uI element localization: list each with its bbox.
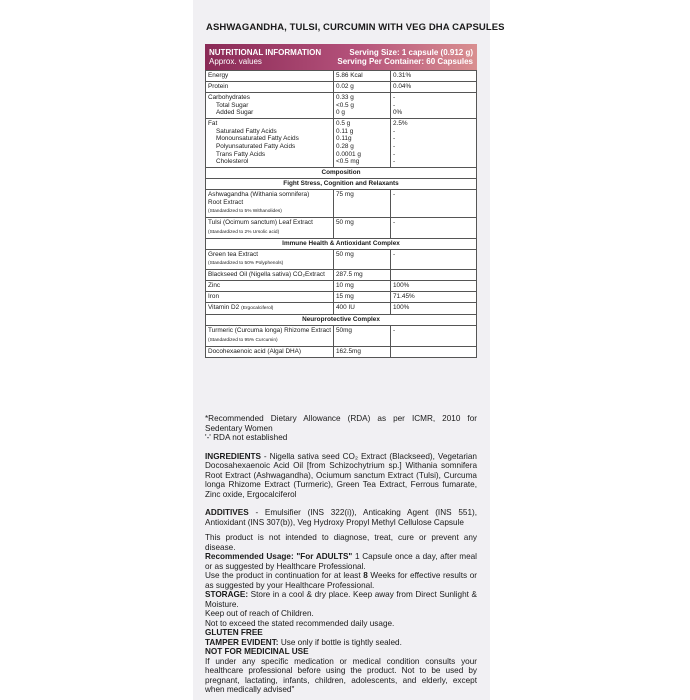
ingredients-text: - Nigella sativa seed CO₂ Extract (Blackseed), Vegetarian Docosahexaenoic Acid Oil [from Schizochytrium sp.] Withania somnifera Root Extract (Ashwagandha), Ociumum sanctum Extract (Tulsi), Curcuma longa Rhizome Extract (Turmeric), Green Tea Extract, Ferrous fumarate, Zinc oxide, Ergocalciferol: [205, 451, 477, 499]
serving-per-container: Serving Per Container: 60 Capsules: [337, 57, 473, 66]
nutrient-rda: [391, 189, 477, 217]
table-row: [206, 303, 477, 315]
amount-value: 75 mg: [336, 191, 354, 199]
amount-value: 0 g: [336, 109, 345, 117]
amount-value: 5.86 Kcal: [336, 72, 363, 80]
table-row: [206, 292, 477, 303]
nutrient-amount: [334, 303, 391, 315]
gluten-free-text: GLUTEN FREE: [205, 628, 263, 637]
nutrient-name: [206, 249, 334, 270]
nutrient-amount: [334, 189, 391, 217]
table-row: [206, 92, 477, 118]
amount-value: 0.11g: [336, 135, 352, 143]
section-heading: Neuroprotective Complex: [206, 315, 477, 326]
table-section-row: [206, 238, 477, 249]
table-row: [206, 326, 477, 347]
rda-value: -: [393, 101, 396, 109]
amount-value: 50mg: [336, 327, 352, 335]
nutrient-name: [206, 346, 334, 357]
nutrient-rda: [391, 71, 477, 82]
rda-value: -: [393, 127, 396, 135]
ingredients: [205, 452, 477, 500]
storage-label: STORAGE:: [205, 590, 249, 599]
amount-value: 50 mg: [336, 250, 354, 258]
nutrient-line: Monounsaturated Fatty Acids: [216, 135, 299, 143]
children-warning: Keep out of reach of Children.: [205, 609, 314, 618]
nutrient-rda: [391, 81, 477, 92]
nutrient-name: [206, 303, 334, 315]
nutrient-line: Added Sugar: [216, 109, 254, 117]
table-row: [206, 346, 477, 357]
rda-value: -: [393, 191, 396, 199]
amount-value: 162.5mg: [336, 347, 361, 355]
rda-value: 0.04%: [393, 83, 412, 91]
amount-value: 0.33 g: [336, 94, 354, 102]
nutrient-rda: [391, 281, 477, 292]
storage: [205, 590, 477, 609]
rda-value: -: [393, 94, 396, 102]
nutrient-rda: [391, 326, 477, 347]
amount-value: 10 mg: [336, 282, 354, 290]
rda-value: -: [393, 327, 396, 335]
nutrient-amount: [334, 346, 391, 357]
nutrient-note: (Standardized to 2% Ursolic acid): [208, 229, 280, 235]
nutrient-line: Protein: [208, 83, 229, 91]
nutrient-rda: [391, 92, 477, 118]
nutrient-name: [206, 270, 334, 281]
product-title: ASHWAGANDHA, TULSI, CURCUMIN WITH VEG DHA CAPSULES: [206, 22, 505, 33]
nutrient-name: [206, 281, 334, 292]
continuation-c: Weeks for effective results or as suggested by your Healthcare Professional.: [205, 571, 477, 590]
amount-value: 287.5 mg: [336, 271, 363, 279]
table-row: [206, 270, 477, 281]
nutrition-title: NUTRITIONAL INFORMATION: [209, 47, 322, 57]
nutrient-line: Iron: [208, 293, 220, 301]
tamper-text: Use only if bottle is tightly sealed.: [278, 637, 402, 647]
nutrient-line: Carbohydrates: [208, 94, 250, 102]
nutrient-rda: [391, 303, 477, 315]
nutrient-amount: [334, 292, 391, 303]
rda-value: -: [393, 219, 396, 227]
table-row: [206, 189, 477, 217]
nutrition-header: [205, 44, 477, 70]
nutrient-rda: [391, 292, 477, 303]
not-medicinal: [205, 647, 477, 657]
nutrient-note: (Standardized to 50% Polyphenols): [208, 261, 284, 267]
nutrient-line: Docohexaenoic acid (Algal DHA): [208, 347, 302, 355]
nutrient-rda: [391, 270, 477, 281]
nutrient-name: [206, 71, 334, 82]
section-heading: Fight Stress, Cognition and Relaxants: [206, 179, 477, 190]
nutrient-name: [206, 218, 334, 239]
nutrient-amount: [334, 119, 391, 168]
nutrition-table: [205, 70, 477, 358]
nutrient-line: Blackseed Oil (Nigella sativa) CO₂Extract: [208, 271, 325, 279]
label-text: [205, 414, 477, 695]
nutrient-inline-note: (Ergocalciferol): [241, 306, 274, 312]
table-section-row: [206, 168, 477, 179]
nutrient-amount: [334, 281, 391, 292]
nutrient-line: Vitamin D2: [208, 304, 240, 312]
amount-value: 0.11 g: [336, 127, 354, 135]
amount-value: 0.0001 g: [336, 150, 361, 158]
table-row: [206, 281, 477, 292]
continuation: [205, 571, 477, 590]
rda-value: 2.5%: [393, 120, 408, 128]
storage-text: Store in a cool & dry place. Keep away from Direct Sunlight & Moisture.: [205, 590, 477, 609]
not-exceed-warning: Not to exceed the stated recommended daily usage.: [205, 618, 395, 628]
amount-value: 400 IU: [336, 304, 355, 312]
rda-value: -: [393, 250, 396, 258]
nutrient-name: [206, 326, 334, 347]
table-row: [206, 218, 477, 239]
rda-note: *Recommended Dietary Allowance (RDA) as per ICMR, 2010 for Sedentary Women: [205, 414, 477, 433]
nutrient-name: [206, 292, 334, 303]
nutrient-line: Turmeric (Curcuma longa) Rhizome Extract: [208, 327, 331, 335]
serving-size: Serving Size: 1 capsule (0.912 g): [349, 47, 473, 57]
additives-text: - Emulsifier (INS 322(i)), Anticaking Agent (INS 551), Antioxidant (INS 307(b)), Veg Hydroxy Propyl Methyl Cellulose Capsule: [205, 508, 477, 527]
nutrient-name: [206, 92, 334, 118]
nutrient-note: (Standardized to 5% Withanolides): [208, 209, 282, 215]
rda-value: 100%: [393, 304, 410, 312]
nutrient-rda: [391, 119, 477, 168]
additives: [205, 508, 477, 527]
rda-value: -: [393, 158, 396, 166]
tamper-evident: [205, 638, 477, 648]
table-section-row: [206, 179, 477, 190]
nutrition-label: [205, 22, 505, 358]
rda-dash-note: '-' RDA not established: [205, 433, 288, 442]
rda-value: -: [393, 143, 396, 151]
rda-value: -: [393, 135, 396, 143]
nutrient-name: [206, 189, 334, 217]
nutrient-line: Green tea Extract: [208, 250, 259, 258]
amount-value: 0.28 g: [336, 143, 354, 151]
not-medicinal-text: NOT FOR MEDICINAL USE: [205, 647, 309, 656]
nutrient-amount: [334, 270, 391, 281]
nutrient-note: (Standardized to 95% Curcumin): [208, 337, 278, 343]
nutrient-line: Tulsi (Ocimum sanctum) Leaf Extract: [208, 219, 313, 227]
nutrient-name: [206, 119, 334, 168]
usage-text: 1 Capsule once a day, after meal or as suggested by Healthcare Professional.: [205, 552, 477, 571]
nutrient-line: Energy: [208, 72, 229, 80]
continuation-weeks: 8: [363, 571, 368, 580]
nutrient-rda: [391, 218, 477, 239]
amount-value: <0.5 g: [336, 101, 354, 109]
rda-value: 71.45%: [393, 293, 415, 301]
usage-label: Recommended Usage: "For ADULTS": [205, 552, 353, 561]
continuation-a: Use the product in continuation for at least: [205, 571, 364, 580]
nutrient-amount: [334, 218, 391, 239]
amount-value: 0.5 g: [336, 120, 351, 128]
rda-value: -: [393, 150, 396, 158]
nutrient-name: [206, 81, 334, 92]
table-section-row: [206, 315, 477, 326]
section-heading: Immune Health & Antioxidant Complex: [206, 238, 477, 249]
rda-value: 100%: [393, 282, 410, 290]
medical-warning: If under any specific medication or medical condition consults your healthcare professional before using the product. Not to be used by pregnant, lactating, infants, children, adolescents, and elderly, except when medically advised": [205, 656, 477, 694]
gluten-free: [205, 628, 477, 638]
ingredients-label: INGREDIENTS: [205, 451, 261, 461]
nutrient-line: Zinc: [208, 282, 221, 290]
amount-value: 50 mg: [336, 219, 354, 227]
nutrient-amount: [334, 71, 391, 82]
nutrient-rda: [391, 346, 477, 357]
tamper-label: TAMPER EVIDENT:: [205, 637, 279, 647]
nutrient-rda: [391, 249, 477, 270]
approx-values: Approx. values: [209, 57, 262, 66]
rda-value: 0.31%: [393, 72, 412, 80]
nutrient-line: Root Extract: [208, 198, 244, 206]
nutrient-line: Trans Fatty Acids: [216, 150, 266, 158]
table-row: [206, 249, 477, 270]
nutrient-amount: [334, 92, 391, 118]
nutrient-amount: [334, 249, 391, 270]
nutrient-line: Polyunsaturated Fatty Acids: [216, 143, 296, 151]
section-heading: Composition: [206, 168, 477, 179]
table-row: [206, 71, 477, 82]
additives-label: ADDITIVES: [205, 508, 249, 517]
nutrient-amount: [334, 81, 391, 92]
amount-value: 15 mg: [336, 293, 354, 301]
disclaimer: This product is not intended to diagnose, treat, cure or prevent any disease.: [205, 533, 477, 552]
rda-value: 0%: [393, 109, 403, 117]
nutrient-amount: [334, 326, 391, 347]
table-row: [206, 119, 477, 168]
amount-value: <0.5 mg: [336, 158, 360, 166]
nutrient-line: Ashwagandha (Withania somnifera): [208, 191, 310, 199]
recommended-usage: [205, 552, 477, 571]
table-row: [206, 81, 477, 92]
amount-value: 0.02 g: [336, 83, 354, 91]
nutrient-line: Total Sugar: [216, 101, 249, 109]
nutrient-line: Cholesterol: [216, 158, 249, 166]
nutrient-line: Fat: [208, 120, 218, 128]
nutrient-line: Saturated Fatty Acids: [216, 127, 277, 135]
